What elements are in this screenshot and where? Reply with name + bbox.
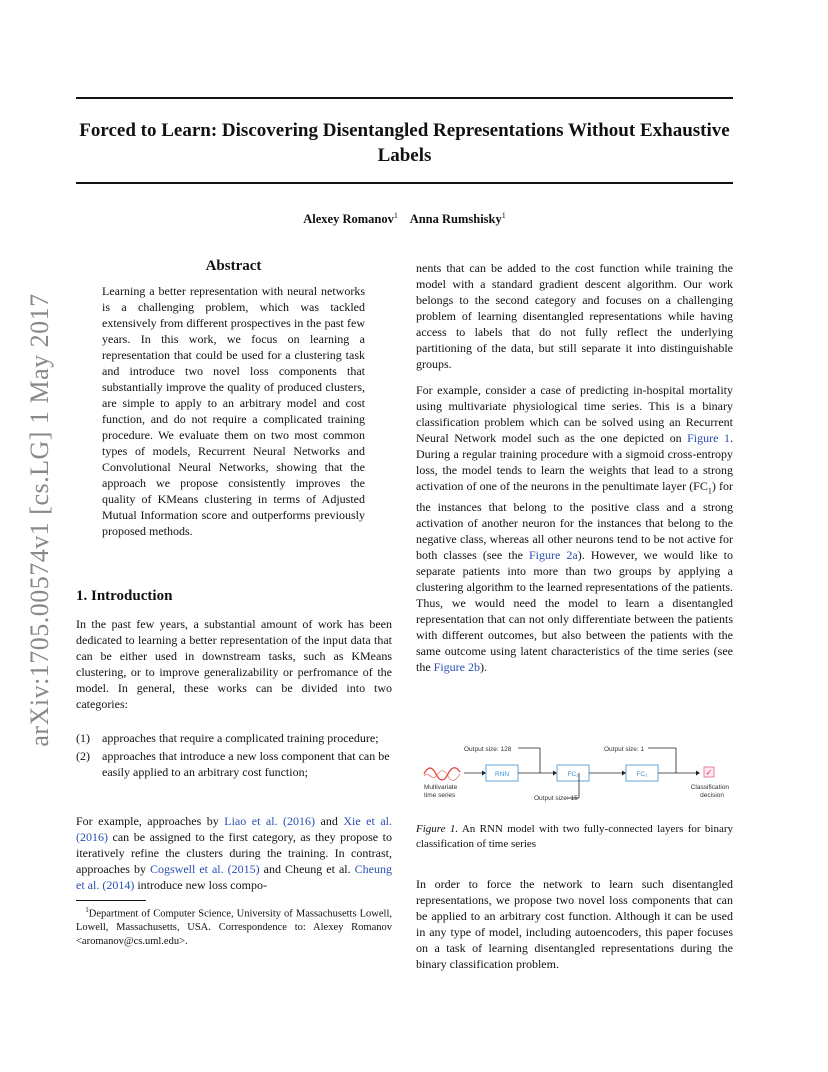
output-size-label: Output size: 1: [604, 746, 645, 753]
footnote-mark: 1: [85, 906, 89, 914]
footnote: [76, 904, 392, 948]
list-text: approaches that require a complicated training procedure;: [102, 731, 379, 745]
intro-paragraph-1: In the past few years, a substantial amount of work has been dedicated to learning a better representation of the input data that can be either used in downstream tasks, such as KMeans clustering, or to improve generalizability or perfromance of the model. In general, these works can be divided into two categories:: [76, 617, 392, 711]
paper-title: Forced to Learn: Discovering Disentangled Representations Without Exhaustive Labels: [79, 120, 730, 166]
list-number: (1): [76, 731, 90, 745]
category-list: [76, 730, 392, 782]
input-label: Multivariate: [424, 784, 458, 791]
citation-link[interactable]: Xie et al. (2016): [76, 814, 392, 844]
title-bottom-rule: [76, 182, 733, 184]
list-item: [76, 748, 392, 780]
figure-1-diagram: [416, 738, 733, 808]
arrow-head: [553, 771, 557, 776]
rnn-label: RNN: [494, 771, 510, 778]
right-paragraph-3: In order to force the network to learn such disentangled representations, we propose two novel loss components that can be applied to an arbitrary cost function. Although it can be used in any type of model, including autoencoders, this paper focuses on a task of learning disentangled representations during the binary classification problem.: [416, 877, 733, 971]
text-run: ). However, we would like to separate patients into more than two groups by applying a clustering algorithm to the learned representations of the patients. Thus, we would need the model to learn a disentangled representation that can not only differentiate between the patients with different outcomes, but also between the patients with the same outcome using latent characteristics of the time series (see the: [416, 548, 734, 675]
arrow-head: [696, 771, 700, 776]
arrow-head: [622, 771, 626, 776]
citation-link[interactable]: Liao et al. (2016): [224, 814, 316, 828]
text-run: For example, consider a case of predicting in-hospital mortality using multivariate physiological time series. This is a binary classification problem which can be solved using an Recurrent Neural Network model such as the one depicted on: [416, 383, 733, 445]
footnote-rule: [76, 900, 146, 901]
abstract-text: Learning a better representation with neural networks is a challenging problem, which was tackled extensively from different prospectives in the past few years. In this work, we focus on learning a representation that could be used for a clustering task and introduce two novel loss components that substantially improve the quality of produced clusters, are simple to apply to an arbitrary model and cost function, and do not require a complicated training procedure. We evaluate them on two most common types of models, Recurrent Neural Networks and Convolutional Neural Networks, showing that the approach we propose consistently improves the quality of KMeans clustering in terms of Adjusted Mutual Information score and outperforms previously proposed methods.: [102, 284, 365, 538]
text-run: and: [315, 814, 344, 828]
arxiv-identifier: arXiv:1705.00574v1 [cs.LG] 1 May 2017: [25, 293, 54, 747]
caption-text: An RNN model with two fully-connected layers for binary classification of time series: [416, 823, 733, 850]
citation-link[interactable]: Cheung et al. (2014): [76, 862, 392, 892]
citation-link[interactable]: Cogswell et al. (2015): [149, 862, 260, 876]
footnote-text: Department of Computer Science, University of Massachusetts Lowell, Lowell, Massachusetts, USA. Correspondence to: Alexey Romanov <aromanov@cs.uml.edu>.: [76, 908, 392, 947]
right-paragraph-2: [416, 382, 733, 675]
fc1-label: FC₁: [567, 771, 579, 778]
author-name: Alexey Romanov: [303, 212, 394, 227]
figure-link[interactable]: Figure 2b: [433, 660, 481, 675]
figure-link[interactable]: Figure 2a: [529, 548, 578, 563]
author-list: [76, 211, 733, 227]
author-name: Anna Rumshisky: [409, 212, 502, 227]
output-size-label: Output size: 15: [534, 795, 578, 802]
caption-label: Figure 1.: [416, 823, 459, 835]
checkmark-icon: ✓: [705, 768, 713, 779]
list-item: [76, 730, 392, 746]
fc2-label: FC₂: [636, 771, 648, 778]
list-number: (2): [76, 749, 90, 763]
text-run: For example, approaches by: [76, 814, 225, 828]
author-affiliation: 1: [393, 211, 398, 220]
section-heading-introduction: 1. Introduction: [76, 588, 173, 604]
top-rule: [76, 97, 733, 99]
figure-1-caption: [416, 822, 733, 852]
figure-link[interactable]: Figure 1: [687, 431, 730, 445]
time-series-wave-icon: [424, 768, 460, 780]
output-size-label: Output size: 128: [464, 746, 512, 753]
text-run: ) for the instances that belong to the positive class and a strong activation of another neuron for the instances that belong to the negative class, whereas all other neurons tend to be not active for both classes (see the: [416, 479, 733, 563]
text-run: ).: [480, 660, 488, 675]
text-run: can be assigned to the first category, as they propose to iteratively refine the clusters during the training. In contrast, approaches by: [76, 830, 392, 876]
list-text: approaches that introduce a new loss component that can be easily applied to an arbitrary cost function;: [102, 749, 390, 779]
input-label: time series: [424, 792, 456, 799]
arrow-head: [482, 771, 486, 776]
output-label: decision: [700, 792, 724, 799]
arxiv-sidebar: [10, 270, 70, 770]
intro-paragraph-2: [76, 813, 392, 893]
subscript: 1: [707, 486, 712, 496]
abstract-heading: Abstract: [205, 258, 262, 274]
text-run: introduce new loss compo-: [134, 878, 267, 892]
text-run: . During a regular training procedure with a sigmoid cross-entropy loss, the model tends to learn the weights that lead to a strong activation of one of the neurons in the penultimate layer (FC: [416, 431, 733, 493]
right-paragraph-1: nents that can be added to the cost function while training the model with a standard gradient descent algorithm. Our work belongs to the second category and focuses on a challenging problem of learning disentangled representations while having access to labels that do not fully reflect the underlying partitioning of the data, but still separate it into distinguishable groups.: [416, 261, 733, 371]
output-label: Classification: [690, 784, 729, 791]
time-series-wave-icon-2: [424, 771, 460, 781]
author-affiliation: 1: [501, 211, 506, 220]
text-run: and Cheung et al.: [259, 862, 355, 876]
